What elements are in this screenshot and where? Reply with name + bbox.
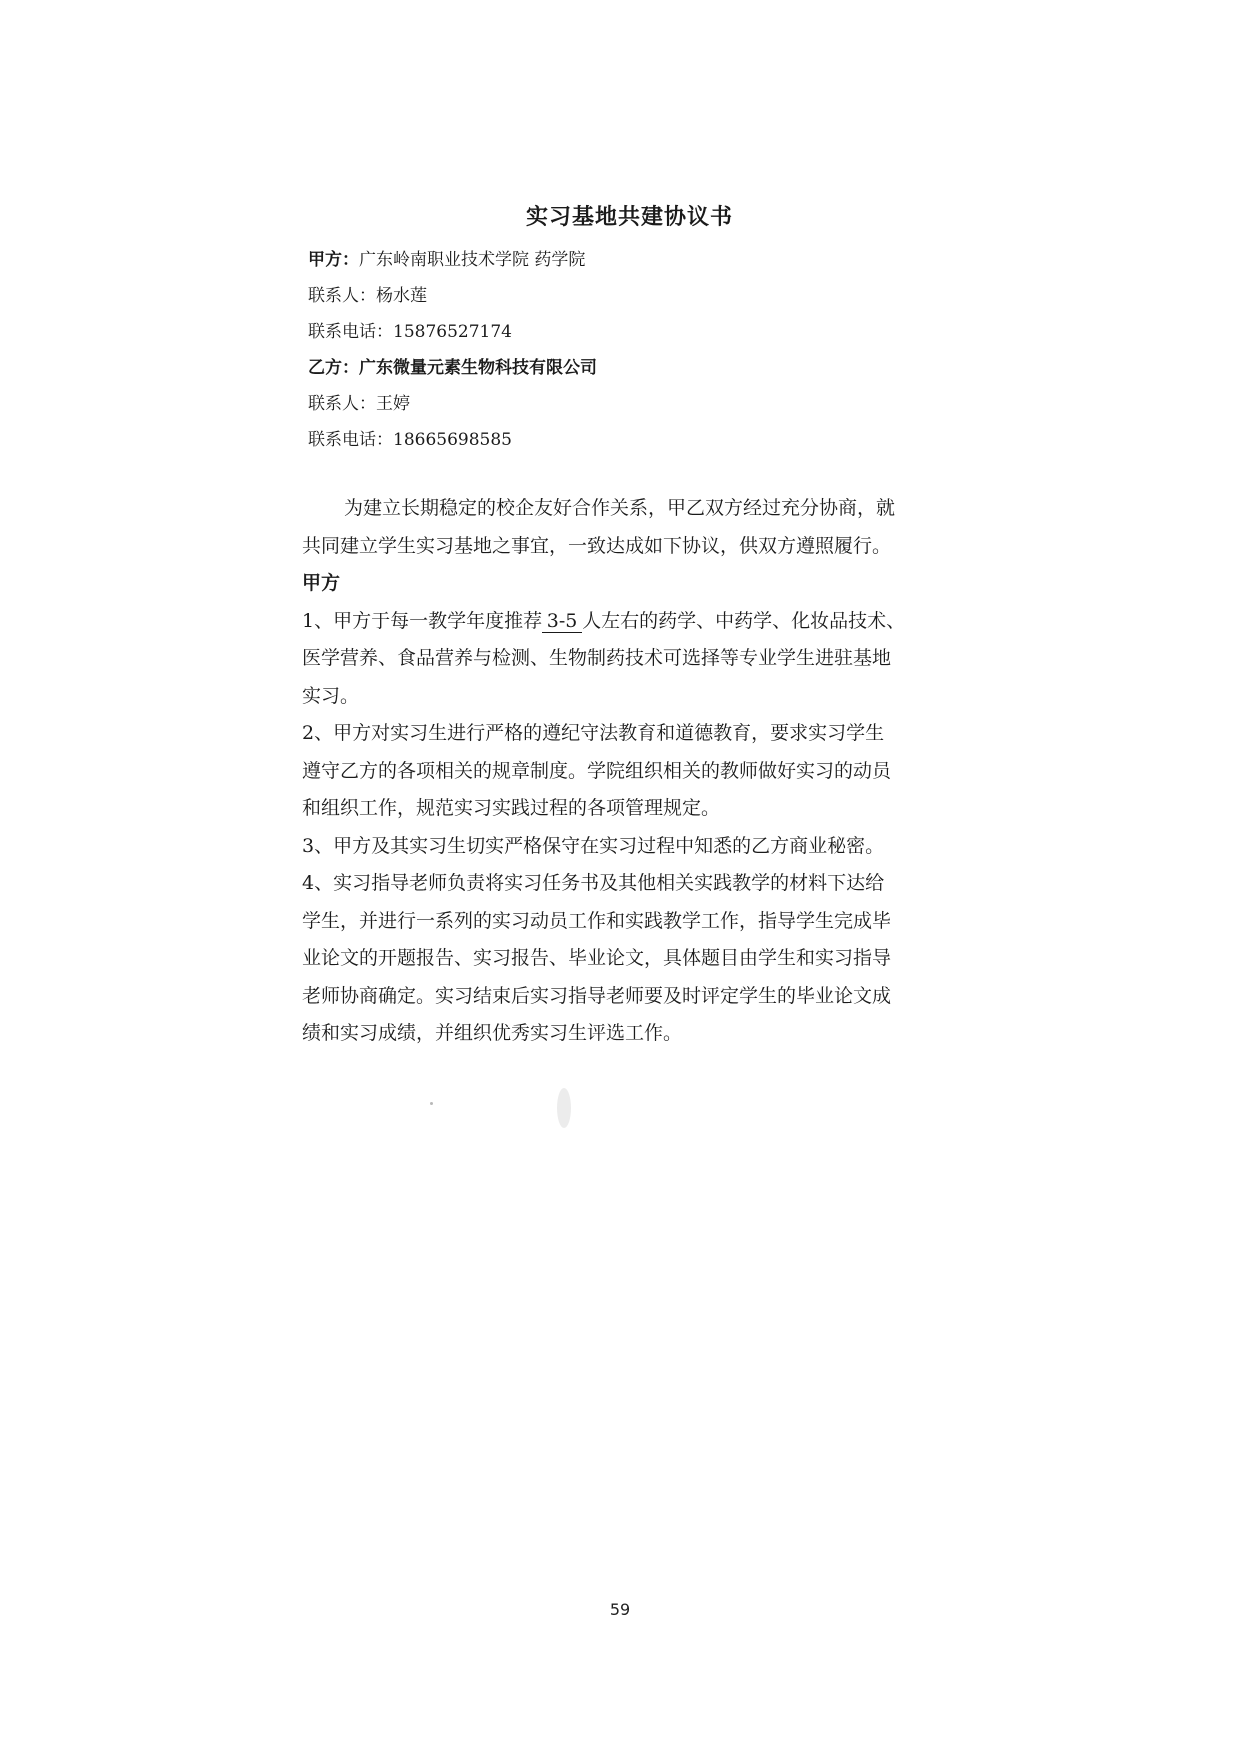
party-a-line: [308, 242, 948, 278]
intro-line-2: 共同建立学生实习基地之事宜，一致达成如下协议，供双方遵照履行。: [302, 534, 892, 557]
party-b-line: [308, 350, 948, 386]
party-b-phone-label: 联系电话：: [308, 430, 393, 450]
clause-4-line-4: 老师协商确定。实习结束后实习指导老师要及时评定学生的毕业论文成: [302, 984, 892, 1007]
party-b-name: 广东微量元素生物科技有限公司: [359, 358, 597, 378]
clause-1-line-3: 实习。: [302, 684, 360, 707]
clause-1-line-2: 医学营养、食品营养与检测、生物制药技术可选择等专业学生进驻基地: [302, 647, 892, 669]
party-b-contact: 王婷: [376, 394, 410, 414]
clause-1-prefix: 1、甲方于每一教学年度推荐: [302, 609, 543, 632]
party-a-label: 甲方：: [308, 250, 359, 270]
party-b-phone-line: [308, 422, 948, 458]
scanned-document: [292, 190, 967, 1150]
party-a-contact-line: [308, 278, 948, 314]
party-b-phone: 18665698585: [393, 430, 512, 450]
section-heading: 甲方: [302, 572, 341, 594]
scan-speck: [430, 1102, 433, 1105]
party-a-phone-label: 联系电话：: [308, 322, 393, 342]
clause-2-line-1: 2、甲方对实习生进行严格的遵纪守法教育和道德教育，要求实习学生: [302, 722, 885, 744]
clause-1-line-1: [302, 603, 962, 641]
party-b-label: 乙方：: [308, 358, 359, 378]
scan-smudge: [557, 1088, 571, 1128]
document-title: 实习基地共建协议书: [525, 204, 733, 230]
clause-4-line-3: 业论文的开题报告、实习报告、毕业论文，具体题目由学生和实习指导: [302, 947, 892, 969]
clause-1-rest: 人左右的药学、中药学、化妆品技术、: [582, 609, 906, 632]
page-number: 59: [609, 1600, 631, 1619]
clause-4-line-1: 4、实习指导老师负责将实习任务书及其他相关实践教学的材料下达给: [302, 872, 885, 894]
clause-3-line-1: 3、甲方及其实习生切实严格保守在实习过程中知悉的乙方商业秘密。: [302, 834, 885, 857]
party-b-contact-label: 联系人：: [308, 394, 376, 414]
clause-4-line-2: 学生，并进行一系列的实习动员工作和实践教学工作，指导学生完成毕: [302, 909, 892, 932]
party-a-contact-label: 联系人：: [308, 286, 376, 306]
intro-line-1: 为建立长期稳定的校企友好合作关系，甲乙双方经过充分协商，就: [344, 497, 896, 519]
clause-2-line-3: 和组织工作，规范实习实践过程的各项管理规定。: [302, 797, 721, 819]
party-b-contact-line: [308, 386, 948, 422]
party-a-name: 广东岭南职业技术学院 药学院: [359, 250, 586, 270]
clause-2-line-2: 遵守乙方的各项相关的规章制度。学院组织相关的教师做好实习的动员: [302, 759, 892, 782]
agreement-body: [302, 490, 962, 1053]
party-a-contact: 杨水莲: [376, 286, 427, 306]
party-a-phone: 15876527174: [393, 322, 512, 342]
clause-4-line-5: 绩和实习成绩，并组织优秀实习生评选工作。: [302, 1022, 683, 1044]
party-a-phone-line: [308, 314, 948, 350]
party-info: [308, 242, 948, 458]
clause-1-number: 3-5: [542, 610, 582, 633]
